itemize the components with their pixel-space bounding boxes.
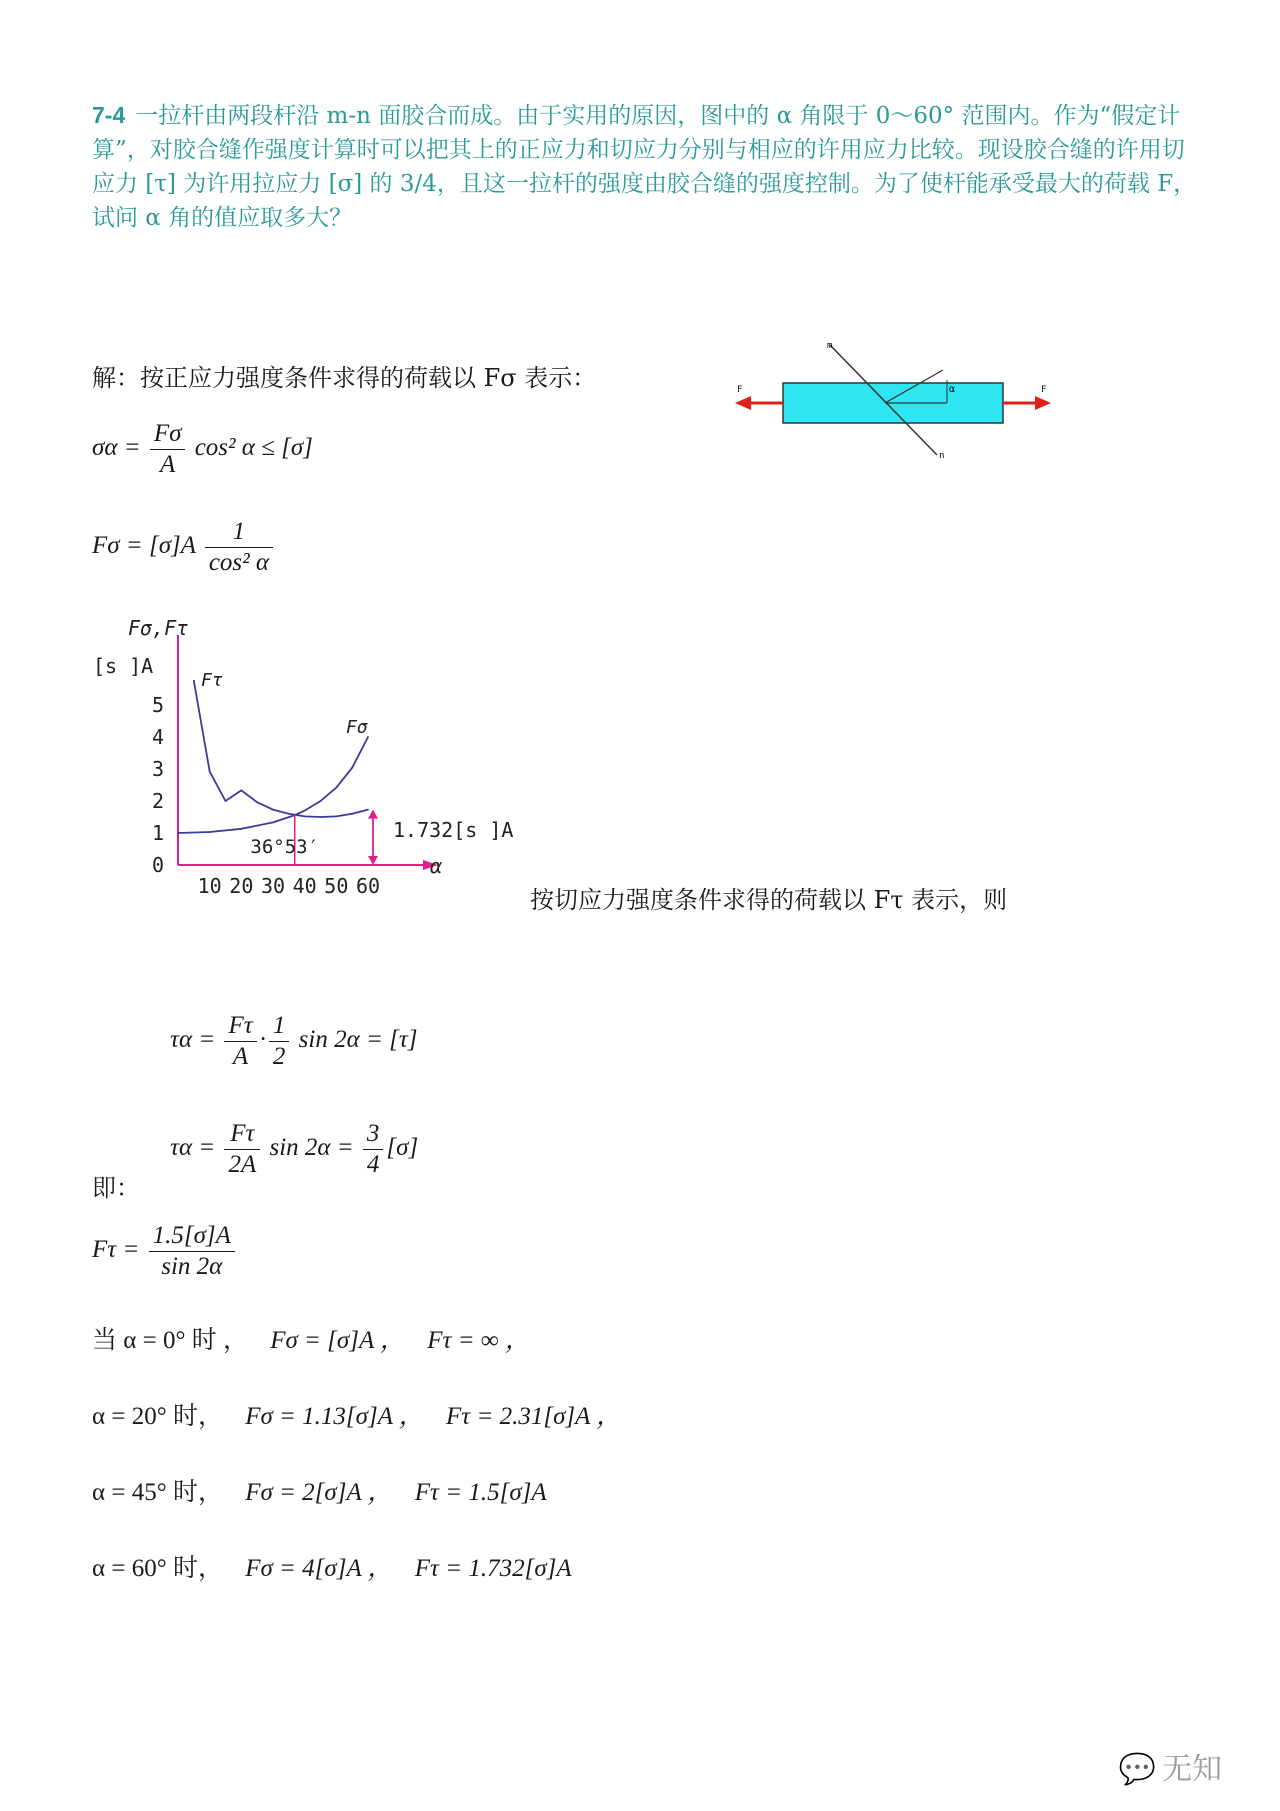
annotation-arrowhead-bottom <box>368 856 378 865</box>
series-label-tau: Fτ <box>201 669 223 691</box>
data-point <box>272 809 274 811</box>
eq3-lhs: τα = <box>170 1026 216 1054</box>
annotation-label: 1.732[s ]A <box>393 818 514 842</box>
y-tick-label: 1 <box>151 821 164 845</box>
data-point <box>351 813 353 815</box>
data-point <box>193 680 195 682</box>
data-point <box>304 810 306 812</box>
data-point <box>367 809 369 811</box>
data-point <box>240 790 242 792</box>
alpha-label: α <box>949 384 956 395</box>
eq4-fraction-1 <box>224 1120 260 1179</box>
n-label: n <box>939 451 945 460</box>
eq3-dot: · <box>259 1026 266 1054</box>
eq5-fraction <box>149 1222 235 1281</box>
equation-F-tau <box>92 1222 238 1281</box>
case-0-cond: 当 α = 0° 时 ， <box>92 1327 248 1354</box>
watermark <box>1119 1744 1222 1788</box>
eq4-mid: sin 2α = <box>269 1134 354 1162</box>
x-tick-label: 10 <box>197 874 222 898</box>
data-point <box>209 831 211 833</box>
case-1-f2: Fτ = 2.31[σ]A ， <box>446 1403 622 1430</box>
bar-diagram <box>725 340 1065 460</box>
data-point <box>177 832 179 834</box>
x-tick-label: 30 <box>260 874 286 898</box>
data-point <box>256 801 258 803</box>
eq3-num2: 1 <box>269 1012 290 1042</box>
eq4-num2: 3 <box>363 1120 384 1150</box>
x-tick-label: 20 <box>229 874 254 898</box>
x-tick-label: 50 <box>324 874 349 898</box>
x-axis-label: α <box>430 854 443 878</box>
problem-statement <box>92 98 1202 235</box>
left-force-label: F <box>737 385 743 395</box>
eq4-fraction-2 <box>363 1120 384 1179</box>
eq3-fraction-1 <box>224 1012 256 1071</box>
eq3-fraction-2 <box>269 1012 290 1071</box>
case-row <box>92 1472 547 1508</box>
wechat-icon: 💬 <box>1118 1752 1156 1787</box>
case-3-f2: Fτ = 1.732[σ]A <box>414 1555 572 1582</box>
eq1-rhs: cos² α ≤ [σ] <box>194 434 313 462</box>
series-label-sigma: Fσ <box>346 717 368 738</box>
y-tick-label: 4 <box>151 725 164 749</box>
y-tick-label: 2 <box>151 789 164 813</box>
watermark-text: 无知 <box>1162 1752 1222 1787</box>
case-2-cond: α = 45° 时， <box>92 1479 223 1506</box>
case-row <box>92 1548 572 1584</box>
load-vs-angle-chart <box>88 615 548 905</box>
equation-shear-stress-2 <box>170 1120 418 1179</box>
y-tick-label: 3 <box>151 757 164 781</box>
eq5-lhs: Fτ = <box>92 1236 140 1264</box>
eq4-num1: Fτ <box>224 1120 260 1150</box>
eq4-den1: 2A <box>228 1151 257 1178</box>
data-point <box>304 815 306 817</box>
y-axis-label-unit: [s ]A <box>93 654 154 678</box>
case-2-f1: Fσ = 2[σ]A ， <box>245 1479 393 1506</box>
m-label: m <box>827 341 833 351</box>
eq4-rhs: [σ] <box>386 1134 419 1162</box>
annotation-arrowhead-top <box>368 810 378 819</box>
equation-shear-stress <box>170 1012 418 1071</box>
case-0-f2: Fτ = ∞ ， <box>427 1327 530 1354</box>
problem-number: 7-4 <box>92 102 126 128</box>
case-2-f2: Fτ = 1.5[σ]A <box>414 1479 547 1506</box>
case-1-cond: α = 20° 时， <box>92 1403 223 1430</box>
intersection-label: 36°53′ <box>250 836 320 858</box>
data-point <box>320 816 322 818</box>
data-point <box>272 822 274 824</box>
case-0-f1: Fσ = [σ]A ， <box>270 1327 406 1354</box>
data-point <box>288 813 290 815</box>
eq3-den1: A <box>232 1043 249 1070</box>
equation-F-sigma <box>92 518 276 577</box>
eq2-den: cos² α <box>208 549 270 576</box>
eq3-rhs: sin 2α = [τ] <box>298 1026 418 1054</box>
eq4-prefix: 即： <box>92 1174 140 1202</box>
data-point <box>335 787 337 789</box>
solution-intro: 解：按正应力强度条件求得的荷载以 Fσ 表示： <box>92 364 597 392</box>
data-point <box>351 767 353 769</box>
series-line-0 <box>194 681 368 817</box>
data-point <box>320 800 322 802</box>
right-force-arrowhead <box>1035 396 1051 410</box>
case-row <box>92 1396 621 1432</box>
eq1-num: Fσ <box>150 420 186 450</box>
eq2-lhs: Fσ = [σ]A <box>92 532 196 560</box>
eq2-fraction <box>205 518 273 577</box>
eq4-lhs: τα = <box>170 1134 216 1162</box>
data-point <box>240 828 242 830</box>
eq5-den: sin 2α <box>161 1253 223 1280</box>
x-tick-label: 40 <box>292 874 317 898</box>
eq1-den: A <box>159 451 176 478</box>
y-axis-label-top: Fσ,Fτ <box>128 616 189 640</box>
eq1-fraction <box>150 420 186 479</box>
x-tick-label: 60 <box>355 874 381 898</box>
case-3-cond: α = 60° 时， <box>92 1555 223 1582</box>
eq3-den2: 2 <box>272 1043 286 1070</box>
eq4-den2: 4 <box>366 1151 380 1178</box>
equation-normal-stress <box>92 420 313 479</box>
y-tick-label: 0 <box>151 853 164 877</box>
eq3-num1: Fτ <box>224 1012 256 1042</box>
eq2-num: 1 <box>205 518 273 548</box>
y-tick-label: 5 <box>151 693 164 717</box>
data-point <box>209 771 211 773</box>
problem-text: 一拉杆由两段杆沿 m-n 面胶合而成。由于实用的原因，图中的 α 角限于 0～60° 范围内。作为“假定计算”，对胶合缝作强度计算时可以把其上的正应力和切应力分别与相应的许用应力比较。现设胶合缝的许用切应力 [τ] 为许用拉应力 [σ] 的 3/4，且这一拉杆的强度由胶合缝的强度控制。为了使杆能承受最大的荷载 F，试问 α 角的值应取多大？ <box>92 103 1197 231</box>
shear-intro: 按切应力强度条件求得的荷载以 Fτ 表示，则 <box>530 886 1008 914</box>
eq1-lhs: σα = <box>92 434 141 462</box>
left-force-arrowhead <box>735 396 751 410</box>
data-point <box>335 815 337 817</box>
eq5-num: 1.5[σ]A <box>149 1222 235 1252</box>
case-3-f1: Fσ = 4[σ]A ， <box>245 1555 393 1582</box>
data-point <box>225 800 227 802</box>
case-1-f1: Fσ = 1.13[σ]A ， <box>245 1403 424 1430</box>
case-row <box>92 1320 530 1356</box>
right-force-label: F <box>1041 385 1047 395</box>
